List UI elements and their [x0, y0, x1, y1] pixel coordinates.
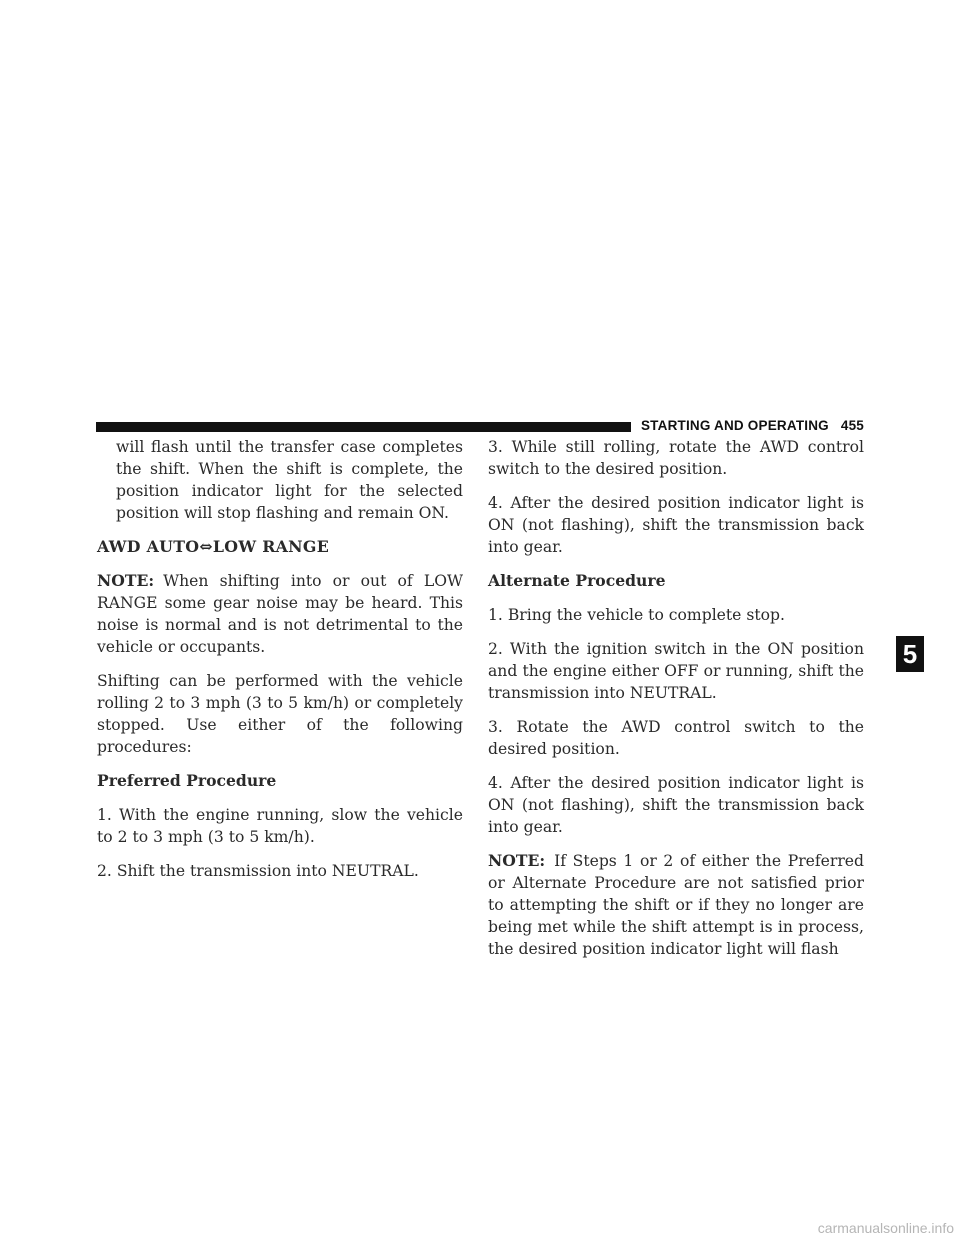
note-text: If Steps 1 or 2 of either the Preferred or Alternate Procedure are not satisfied prior to attempting the shift or if they no longer are being met while the shift attempt is in process, the desired position indicator light will flash	[488, 852, 864, 958]
procedure-step: 3. While still rolling, rotate the AWD control switch to the desired position.	[488, 438, 864, 478]
note-text: When shifting into or out of LOW RANGE some gear noise may be heard. This noise is normal and is not detrimental to the vehicle or occupants.	[97, 572, 463, 656]
running-header	[631, 415, 864, 437]
left-column	[97, 436, 463, 894]
procedure-step: 1. Bring the vehicle to complete stop.	[488, 606, 785, 624]
note-paragraph	[488, 850, 864, 960]
right-column	[488, 436, 864, 972]
watermark: carmanualsonline.info	[817, 1220, 954, 1236]
chapter-tab: 5	[896, 636, 924, 672]
note-label: NOTE:	[97, 571, 155, 590]
alternate-procedure-heading: Alternate Procedure	[488, 571, 666, 590]
procedure-step: 4. After the desired position indicator light is ON (not flashing), shift the transmission back into gear.	[488, 494, 864, 556]
section-title: STARTING AND OPERATING	[640, 418, 829, 433]
intro-paragraph: Shifting can be performed with the vehicle rolling 2 to 3 mph (3 to 5 km/h) or completely stopped. Use either of the following procedures:	[97, 672, 463, 756]
preferred-procedure-heading: Preferred Procedure	[97, 771, 277, 790]
page-number: 455	[840, 418, 864, 433]
procedure-step: 2. Shift the transmission into NEUTRAL.	[97, 862, 419, 880]
procedure-step: 2. With the ignition switch in the ON position and the engine either OFF or running, shift the transmission into NEUTRAL.	[488, 640, 864, 702]
procedure-step: 1. With the engine running, slow the vehicle to 2 to 3 mph (3 to 5 km/h).	[97, 806, 463, 846]
continued-paragraph: will flash until the transfer case completes the shift. When the shift is complete, the position indicator light for the selected position will stop flashing and remain ON.	[116, 438, 463, 522]
note-label: NOTE:	[488, 851, 546, 870]
note-paragraph	[97, 570, 463, 658]
procedure-step: 4. After the desired position indicator light is ON (not flashing), shift the transmission back into gear.	[488, 774, 864, 836]
section-heading: AWD AUTO⇔LOW RANGE	[97, 537, 330, 556]
procedure-step: 3. Rotate the AWD control switch to the desired position.	[488, 718, 864, 758]
